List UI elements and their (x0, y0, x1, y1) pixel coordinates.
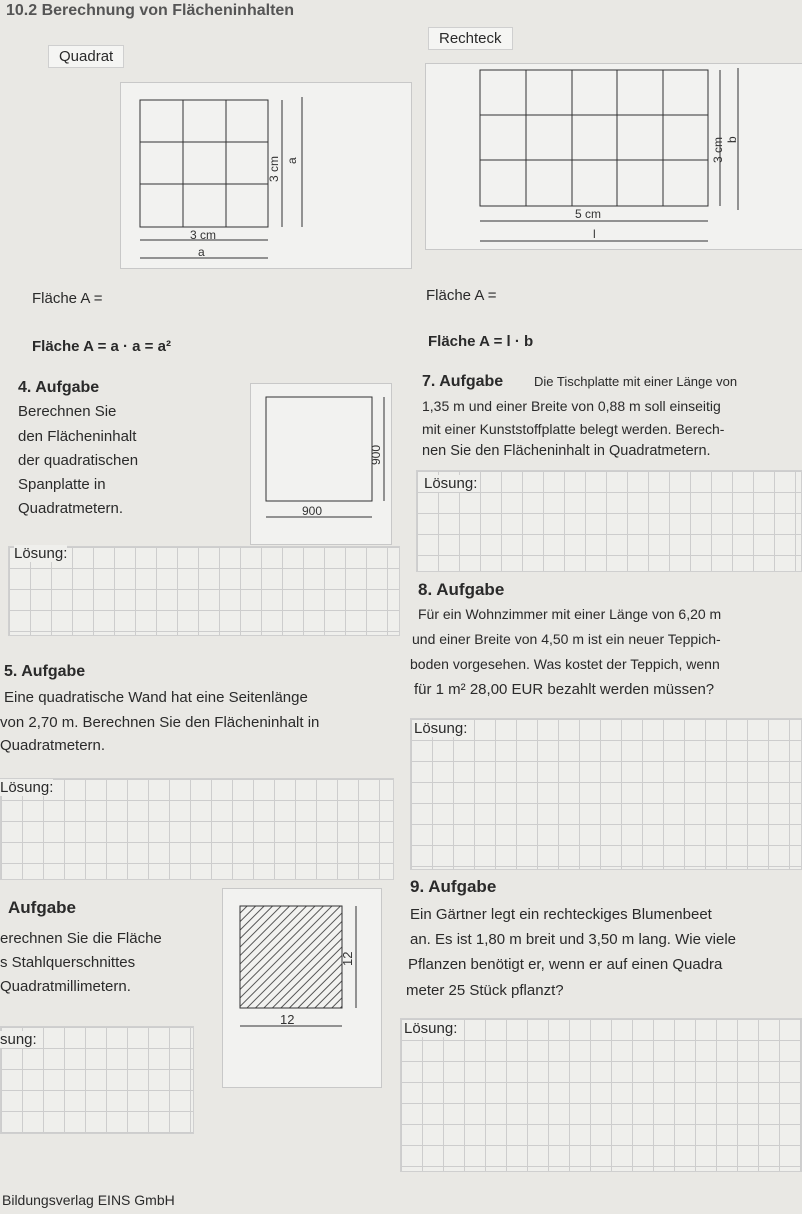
aufgabe7-line: 1,35 m und einer Breite von 0,88 m soll einseitig (422, 398, 721, 414)
aufgabe7-title: 7. Aufgabe (422, 373, 504, 390)
aufgabe4-diagram (250, 383, 390, 543)
quadrat-label: Quadrat (48, 45, 124, 68)
aufgabe9-answer-grid[interactable] (400, 1018, 802, 1172)
aufgabe4-line: Berechnen Sie (18, 403, 117, 420)
aufgabe8-title: 8. Aufgabe (418, 580, 505, 599)
rechteck-label: Rechteck (428, 27, 513, 50)
rechteck-flaeche-blank: Fläche A = (426, 287, 497, 304)
quadrat-formula: Fläche A = a · a = a² (32, 338, 171, 355)
aufgabe9-title: 9. Aufgabe (410, 877, 497, 896)
aufgabe4-loesung: Lösung: (14, 545, 68, 562)
aufgabe8-line: Für ein Wohnzimmer mit einer Länge von 6,20 m (418, 606, 722, 622)
rechteck-formula: Fläche A = l · b (428, 333, 534, 350)
rechteck-height-var: b (725, 136, 739, 143)
rechteck-length-var: l (593, 227, 596, 241)
quadrat-height-var: a (285, 157, 299, 164)
aufgabe9-line: meter 25 Stück pflanzt? (406, 982, 564, 999)
aufgabe8-answer-grid[interactable] (410, 718, 802, 870)
publisher-footer: Bildungsverlag EINS GmbH (2, 1192, 175, 1208)
quadrat-height-label: 3 cm (267, 155, 281, 182)
rechteck-length-label: 5 cm (575, 207, 602, 221)
aufgabe6-title: Aufgabe (8, 898, 76, 917)
aufgabe4-line: der quadratischen (18, 452, 139, 469)
aufgabe7-line: mit einer Kunststoffplatte belegt werden. Berech- (422, 421, 725, 437)
page-title: 10.2 Berechnung von Flächeninhalten (6, 2, 295, 19)
quadrat-var-label: a (198, 245, 205, 259)
aufgabe6-dim-w: 12 (280, 1012, 295, 1027)
aufgabe9-line: Ein Gärtner legt ein rechteckiges Blumenbeet (410, 906, 712, 923)
aufgabe9-loesung: Lösung: (404, 1020, 458, 1037)
aufgabe8-line: und einer Breite von 4,50 m ist ein neuer Teppich- (412, 631, 721, 647)
aufgabe6-diagram (222, 888, 380, 1086)
aufgabe7-loesung: Lösung: (424, 475, 478, 492)
aufgabe4-dim-h: 900 (369, 444, 383, 465)
aufgabe6-line: s Stahlquerschnittes (0, 954, 136, 971)
aufgabe5-line: Eine quadratische Wand hat eine Seitenlänge (4, 689, 308, 706)
aufgabe4-line: Quadratmetern. (18, 500, 124, 517)
aufgabe5-line: Quadratmetern. (0, 737, 106, 754)
aufgabe5-line: von 2,70 m. Berechnen Sie den Flächeninhalt in (0, 714, 320, 731)
aufgabe6-dim-h: 12 (340, 951, 355, 966)
aufgabe5-answer-grid[interactable] (0, 778, 394, 880)
aufgabe6-line: erechnen Sie die Fläche (0, 930, 162, 947)
aufgabe8-line: boden vorgesehen. Was kostet der Teppich, wenn (410, 656, 720, 672)
aufgabe6-line: Quadratmillimetern. (0, 978, 131, 995)
aufgabe5-loesung: Lösung: (0, 779, 54, 796)
aufgabe9-line: Pflanzen benötigt er, wenn er auf einen Quadra (408, 956, 723, 973)
rechteck-diagram (425, 63, 802, 248)
aufgabe7-line: nen Sie den Flächeninhalt in Quadratmetern. (422, 443, 711, 459)
aufgabe5-title: 5. Aufgabe (4, 663, 86, 680)
aufgabe7-line: Die Tischplatte mit einer Länge von (534, 374, 738, 389)
quadrat-diagram (120, 82, 410, 267)
rechteck-height-label: 3 cm (711, 136, 725, 163)
aufgabe4-title: 4. Aufgabe (18, 379, 100, 396)
aufgabe9-line: an. Es ist 1,80 m breit und 3,50 m lang. Wie viele (410, 931, 736, 948)
quadrat-side-label: 3 cm (190, 228, 217, 242)
quadrat-flaeche-blank: Fläche A = (32, 290, 103, 307)
steel-cross-section (240, 906, 342, 1008)
aufgabe4-dim-w: 900 (302, 504, 323, 518)
aufgabe6-loesung: sung: (0, 1031, 37, 1048)
aufgabe4-line: den Flächeninhalt (18, 428, 137, 445)
aufgabe8-loesung: Lösung: (414, 720, 468, 737)
aufgabe8-line: für 1 m² 28,00 EUR bezahlt werden müssen? (414, 681, 715, 698)
aufgabe4-line: Spanplatte in (18, 476, 106, 493)
